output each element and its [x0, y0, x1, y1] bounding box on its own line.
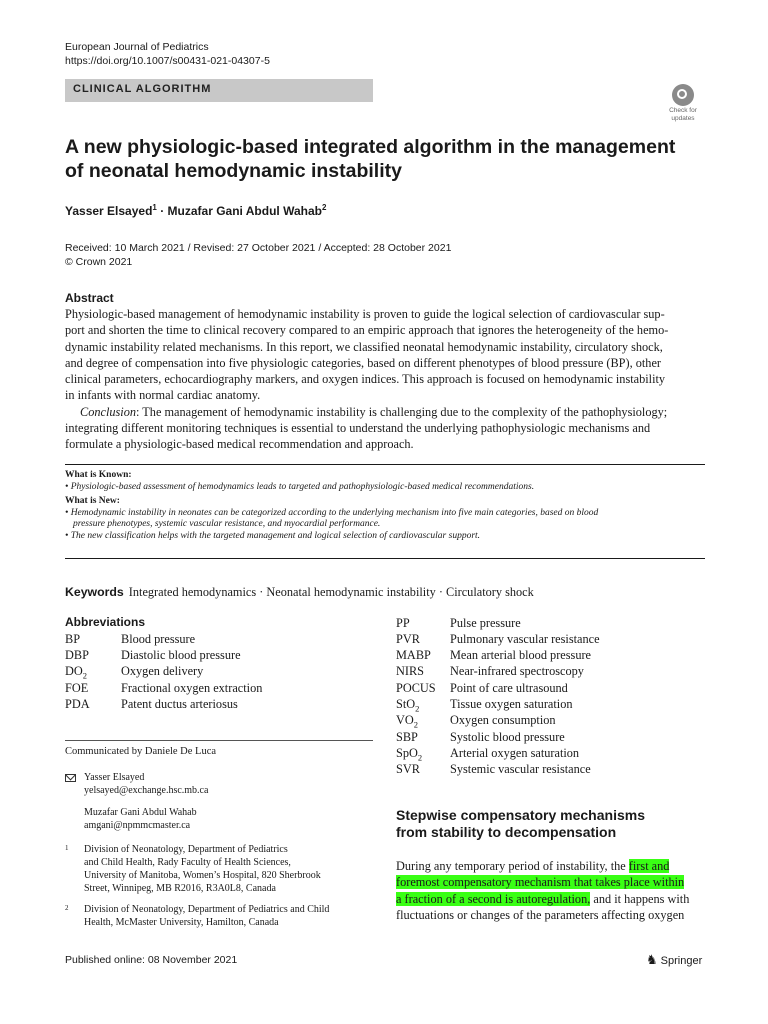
abbreviation: SBP	[396, 730, 418, 744]
affiliation	[65, 844, 365, 896]
communicated-by: Communicated by Daniele De Luca	[65, 746, 217, 757]
abbreviation: SVR	[396, 762, 420, 776]
box-top-rule	[65, 464, 705, 465]
affiliation-line: University of Manitoba, Women’s Hospital, 820 Sherbrook	[84, 870, 321, 881]
abbreviation-row	[396, 632, 600, 648]
abbreviation-row	[396, 681, 568, 697]
affiliation-line: Division of Neonatology, Department of Pediatrics	[84, 844, 288, 855]
abbreviation: VO	[396, 713, 414, 727]
abbreviation-definition: Pulmonary vascular resistance	[450, 632, 600, 646]
abbreviation-definition: Systolic blood pressure	[450, 730, 565, 744]
abstract-heading: Abstract	[65, 291, 114, 305]
article-type-bar	[65, 79, 373, 102]
abbreviation-definition: Diastolic blood pressure	[121, 648, 241, 662]
envelope-icon	[65, 774, 76, 782]
abbreviation: PP	[396, 616, 410, 630]
affiliation-line: Street, Winnipeg, MB R2016, R3A0L8, Canada	[84, 883, 276, 894]
known-new-box	[65, 470, 705, 542]
article-title	[65, 135, 705, 183]
abstract-line: dynamic instability related mechanisms. In this report, we classified neonatal hemodynamic instability, circulatory shock,	[65, 339, 663, 354]
highlighted-text[interactable]: foremost compensatory mechanism that takes place within	[396, 875, 685, 890]
abbreviation-subscript: 2	[415, 703, 420, 714]
abbreviation-definition: Tissue oxygen saturation	[450, 697, 573, 711]
affiliation	[65, 904, 365, 930]
check-for-updates-badge[interactable]	[664, 84, 702, 124]
abbreviation-row	[396, 697, 573, 713]
abbreviation-row	[396, 713, 556, 729]
abbreviation-definition: Blood pressure	[121, 632, 196, 646]
affiliation-line: Health, McMaster University, Hamilton, Canada	[84, 917, 279, 928]
abbreviation: PVR	[396, 632, 420, 646]
abstract-line: integrating different monitoring techniques is essential to understand the underlying pathophysiologic mechanisms and	[65, 421, 651, 436]
check-updates-text: Check for updates	[669, 107, 697, 122]
abbreviation-definition: Oxygen delivery	[121, 664, 204, 678]
journal-name: European Journal of Pediatrics	[65, 41, 209, 53]
check-updates-icon	[672, 84, 694, 106]
email-link[interactable]: amgani@npmmcmaster.ca	[84, 820, 191, 831]
body-text: and it happens with	[590, 891, 690, 906]
author-name[interactable]: Muzafar Gani Abdul Wahab	[167, 204, 322, 218]
abbreviation-row	[65, 648, 241, 664]
abbreviation-definition: Mean arterial blood pressure	[450, 648, 592, 662]
new-item: • The new classification helps with the targeted management and logical selection of cardiovascular support.	[65, 530, 481, 541]
conclusion-line	[65, 404, 705, 420]
affiliation-line: Division of Neonatology, Department of Pediatrics and Child	[84, 904, 330, 915]
known-heading: What is Known:	[65, 470, 132, 480]
highlighted-text[interactable]: a fraction of a second is autoregulation,	[396, 891, 591, 906]
abbreviations-heading: Abbreviations	[65, 615, 146, 629]
body-line	[396, 891, 706, 907]
conclusion-text: : The management of hemodynamic instability is challenging due to the complexity of the pathophysiology;	[136, 404, 668, 419]
footnote-rule	[65, 740, 373, 741]
abbreviation: DBP	[65, 648, 89, 662]
abbreviation-definition: Systemic vascular resistance	[450, 762, 591, 776]
article-type-label: CLINICAL ALGORITHM	[73, 83, 212, 95]
abbreviation-row	[396, 762, 591, 778]
affiliation-line: and Child Health, Rady Faculty of Health Sciences,	[84, 857, 291, 868]
abbreviation-row	[396, 616, 521, 632]
abbreviation: BP	[65, 632, 81, 646]
abbreviation-definition: Arterial oxygen saturation	[450, 746, 580, 760]
springer-horse-icon: ♞	[646, 952, 658, 967]
abbreviation: POCUS	[396, 681, 436, 695]
abbreviation: PDA	[65, 697, 90, 711]
abbreviation-row	[65, 697, 238, 713]
abbreviation-row	[65, 664, 203, 680]
title-line: of neonatal hemodynamic instability	[65, 160, 402, 182]
title-line: A new physiologic-based integrated algorithm in the management	[65, 136, 676, 158]
date-history: Received: 10 March 2021 / Revised: 27 October 2021 / Accepted: 28 October 2021	[65, 242, 452, 254]
section-heading-line: Stepwise compensatory mechanisms	[396, 807, 645, 823]
abbreviation: StO	[396, 697, 416, 711]
corresponding-author: Muzafar Gani Abdul Wahab	[84, 807, 197, 818]
doi-link[interactable]: https://doi.org/10.1007/s00431-021-04307-5	[65, 55, 270, 67]
abbreviation: MABP	[396, 648, 431, 662]
section-body	[396, 858, 706, 923]
body-line	[396, 858, 706, 874]
abbreviation-subscript: 2	[413, 719, 419, 730]
affiliation-number: 2	[65, 904, 69, 912]
section-heading	[396, 807, 645, 841]
abbreviation-definition: Near-infrared spectroscopy	[450, 664, 584, 678]
affiliation-number: 1	[65, 844, 69, 852]
new-item: pressure phenotypes, systemic vascular resistance, and myocardial performance.	[73, 519, 381, 529]
abstract-line: formulate a physiologic-based medical recommendation and approach.	[65, 437, 414, 452]
author-affiliation-mark: 1	[152, 203, 157, 212]
keywords	[65, 585, 534, 600]
abbreviation-row	[65, 632, 195, 648]
abbreviation: SpO	[396, 746, 418, 760]
publisher-logo	[646, 952, 702, 968]
new-item: • Hemodynamic instability in neonates can be categorized according to the underlying mechanism into five main categories, based on blood	[65, 507, 599, 518]
highlighted-text[interactable]: first and	[628, 859, 670, 873]
abbreviation-row	[65, 681, 262, 697]
copyright: © Crown 2021	[65, 255, 133, 268]
keywords-label: Keywords	[65, 585, 124, 599]
journal-header	[65, 40, 270, 68]
published-date: Published online: 08 November 2021	[65, 954, 238, 966]
abbreviation: NIRS	[396, 664, 425, 678]
abstract-line: in infants with normal cardiac anatomy.	[65, 388, 261, 403]
author-name[interactable]: Yasser Elsayed	[65, 204, 153, 218]
author-list	[65, 203, 326, 218]
correspondence-block	[65, 772, 365, 832]
abbreviation-subscript: 2	[82, 670, 88, 681]
box-bottom-rule	[65, 558, 705, 559]
body-text: During any temporary period of instability, the	[396, 859, 629, 873]
abbreviation-row	[396, 648, 591, 664]
corresponding-author: Yasser Elsayed	[84, 772, 145, 783]
conclusion-label: Conclusion	[80, 404, 137, 419]
abstract-line: port and shorten the time to clinical recovery compared to an empiric approach that ignores the heterogeneity of the hemo-	[65, 323, 669, 338]
author-affiliation-mark: 2	[321, 203, 327, 212]
abbreviation-definition: Patent ductus arteriosus	[121, 697, 238, 711]
abbreviation: FOE	[65, 681, 89, 695]
abstract-line: Physiologic-based management of hemodynamic instability is proven to guide the logical selection of cardiovascular sup-	[65, 307, 665, 321]
new-heading: What is New:	[65, 496, 120, 506]
abbreviation-row	[396, 730, 565, 746]
keywords-text: Integrated hemodynamics · Neonatal hemodynamic instability · Circulatory shock	[128, 585, 534, 599]
abstract-body	[65, 306, 705, 453]
abbreviation-definition: Fractional oxygen extraction	[121, 681, 263, 695]
abstract-line: clinical parameters, echocardiography markers, and oxygen indices. This approach is focused on hemodynamic instability	[65, 372, 666, 387]
author-separator: ·	[156, 204, 168, 218]
email-link[interactable]: yelsayed@exchange.hsc.mb.ca	[84, 785, 209, 796]
abbreviation-row	[396, 664, 584, 680]
abbreviation-definition: Point of care ultrasound	[450, 681, 568, 695]
body-line: fluctuations or changes of the parameters affecting oxygen	[396, 907, 685, 922]
known-item: • Physiologic-based assessment of hemodynamics leads to targeted and pathophysiologic-based medical recommendations.	[65, 481, 535, 492]
body-line	[396, 874, 706, 890]
section-heading-line: from stability to decompensation	[396, 824, 617, 840]
abbreviation-definition: Oxygen consumption	[450, 713, 556, 727]
abbreviation-definition: Pulse pressure	[450, 616, 521, 630]
publisher-name: Springer	[660, 955, 703, 967]
abbreviation-row	[396, 746, 579, 762]
abstract-line: and degree of compensation into five physiologic categories, based on different phenotypes of blood pressure (BP), other	[65, 355, 662, 370]
abbreviation-subscript: 2	[417, 752, 423, 763]
abbreviation: DO	[65, 664, 83, 678]
article-dates	[65, 242, 451, 269]
